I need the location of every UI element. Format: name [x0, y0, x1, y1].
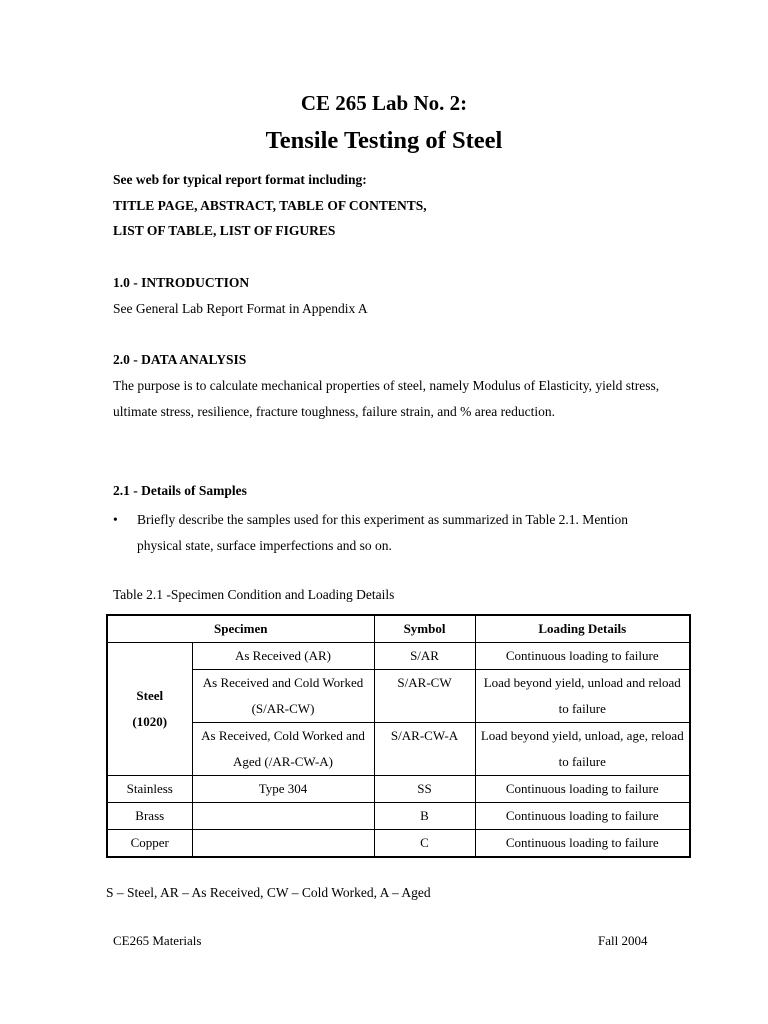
steel-grade: (1020)	[132, 714, 168, 729]
loading-cell: Continuous loading to failure	[475, 830, 690, 858]
document-title: Tensile Testing of Steel	[265, 127, 503, 154]
report-format-line-2: TITLE PAGE, ABSTRACT, TABLE OF CONTENTS,	[113, 198, 427, 213]
data-analysis-text: The purpose is to calculate mechanical properties of steel, namely Modulus of Elasticity, yield stress, ultimate stress, resilience, fracture toughness, failure strain, and % area reduction.	[113, 378, 660, 419]
bullet-icon: •	[113, 512, 118, 527]
header-loading: Loading Details	[475, 615, 690, 643]
loading-cell: Load beyond yield, unload, age, reload to failure	[475, 723, 690, 776]
symbol-cell: B	[374, 803, 475, 830]
condition-cell: As Received, Cold Worked and Aged (/AR-CW-A)	[192, 723, 374, 776]
footer-term: Fall 2004	[598, 933, 648, 948]
symbol-cell: S/AR	[374, 643, 475, 670]
lab-title: CE 265 Lab No. 2:	[300, 91, 468, 115]
material-cell: Stainless	[107, 776, 192, 803]
condition-cell: Type 304	[192, 776, 374, 803]
header-symbol: Symbol	[374, 615, 475, 643]
table-row	[107, 723, 690, 776]
condition-cell	[192, 803, 374, 830]
specimen-table	[106, 614, 691, 858]
loading-cell: Continuous loading to failure	[475, 643, 690, 670]
material-cell: Copper	[107, 830, 192, 858]
footer-course: CE265 Materials	[113, 933, 202, 948]
steel-label: Steel	[136, 688, 164, 703]
intro-heading: 1.0 - INTRODUCTION	[113, 275, 250, 290]
samples-heading: 2.1 - Details of Samples	[113, 483, 247, 498]
loading-cell: Continuous loading to failure	[475, 803, 690, 830]
material-cell: Brass	[107, 803, 192, 830]
samples-bullet-text: Briefly describe the samples used for this experiment as summarized in Table 2.1. Mention physical state, surface imperfections and so on.	[137, 512, 629, 553]
intro-text: See General Lab Report Format in Appendix A	[113, 301, 368, 316]
table-row	[107, 830, 690, 858]
table-row	[107, 803, 690, 830]
loading-cell: Continuous loading to failure	[475, 776, 690, 803]
symbol-cell: SS	[374, 776, 475, 803]
table-row	[107, 643, 690, 670]
condition-cell: As Received and Cold Worked (S/AR-CW)	[192, 670, 374, 723]
table-header-row	[107, 615, 690, 643]
header-specimen: Specimen	[107, 615, 374, 643]
abbreviation-legend: S – Steel, AR – As Received, CW – Cold Worked, A – Aged	[106, 885, 431, 900]
condition-cell	[192, 830, 374, 858]
table-row	[107, 670, 690, 723]
report-format-line-3: LIST OF TABLE, LIST OF FIGURES	[113, 223, 336, 238]
data-analysis-heading: 2.0 - DATA ANALYSIS	[113, 352, 247, 367]
loading-cell: Load beyond yield, unload and reload to failure	[475, 670, 690, 723]
condition-cell: As Received (AR)	[192, 643, 374, 670]
report-format-line-1: See web for typical report format including:	[113, 172, 367, 187]
symbol-cell: C	[374, 830, 475, 858]
symbol-cell: S/AR-CW	[374, 670, 475, 723]
table-caption: Table 2.1 -Specimen Condition and Loading Details	[113, 587, 395, 602]
table-row	[107, 776, 690, 803]
symbol-cell: S/AR-CW-A	[374, 723, 475, 776]
steel-cell	[107, 643, 192, 776]
